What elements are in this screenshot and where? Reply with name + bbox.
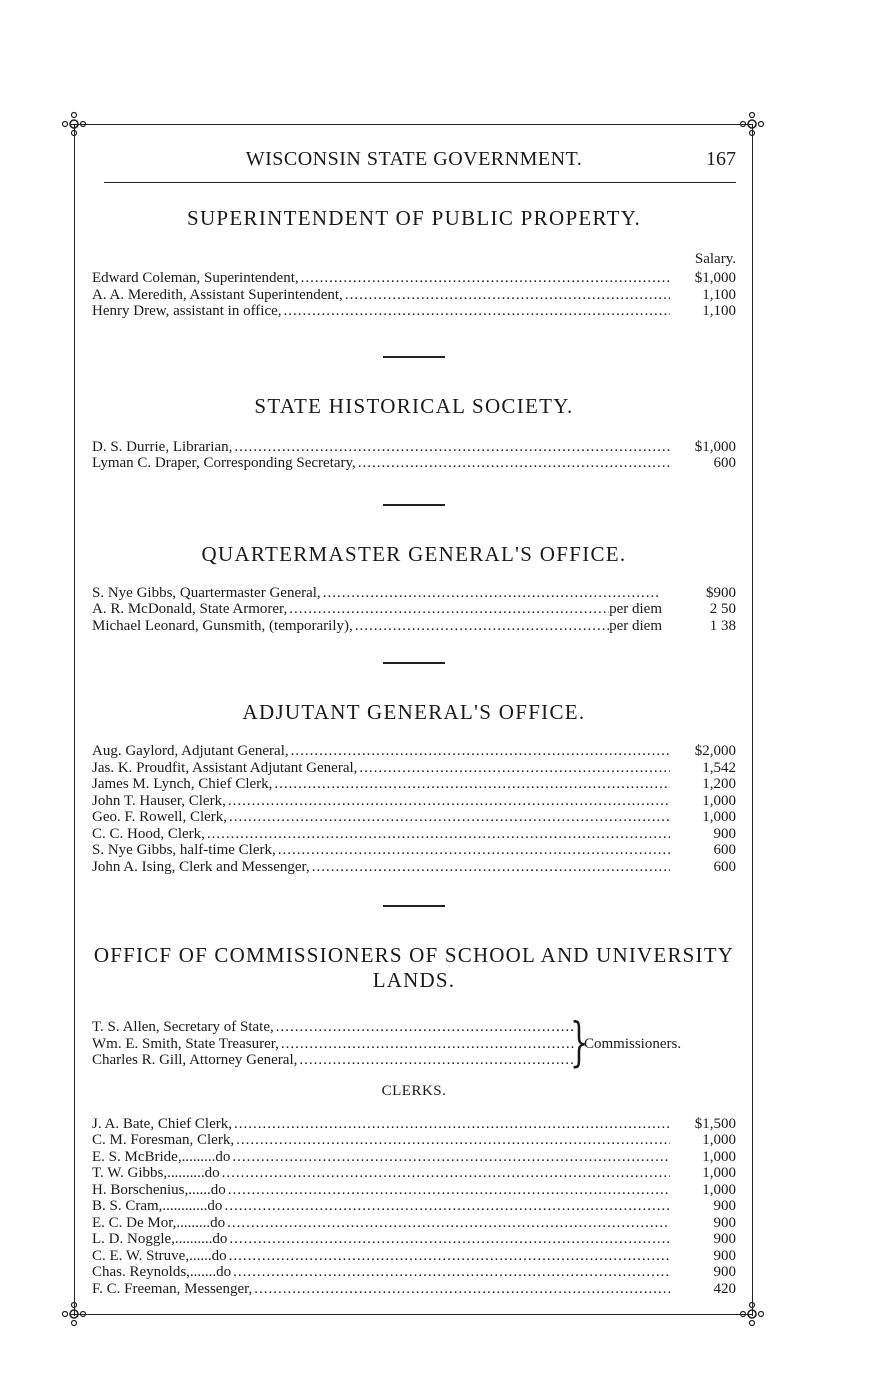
entry-amount: 600	[713, 858, 736, 875]
dot-leader	[359, 760, 670, 777]
entry-amount: 1,542	[702, 759, 736, 776]
entry-name: A. A. Meredith, Assistant Superintendent,	[92, 286, 343, 303]
list-item	[92, 1132, 736, 1149]
dot-leader	[323, 585, 660, 602]
commissioners-group	[92, 1013, 736, 1073]
entry-amount: 600	[713, 455, 736, 471]
quartermaster-list	[92, 585, 736, 635]
section-title: QUARTERMASTER GENERAL'S OFFICE.	[201, 541, 627, 566]
dot-leader	[299, 1052, 574, 1069]
list-item	[92, 1149, 736, 1166]
entry-name: C. E. W. Struve,......do	[92, 1247, 227, 1264]
list-item	[92, 1248, 736, 1265]
curly-brace-icon: }	[570, 1013, 589, 1073]
entry-name: Chas. Reynolds,.......do	[92, 1264, 232, 1280]
dot-leader	[254, 1281, 670, 1298]
entry-unit: per diem	[609, 617, 662, 634]
header-rule	[104, 182, 736, 183]
clerks-heading: CLERKS.	[381, 1082, 447, 1099]
list-item	[92, 743, 736, 760]
frame-top-rule	[70, 124, 752, 125]
list-item	[92, 455, 736, 472]
list-item	[92, 760, 736, 777]
entry-amount: 900	[713, 1264, 736, 1280]
entry-amount: 1,100	[702, 286, 736, 303]
public-property-list	[92, 270, 736, 320]
entry-amount: $2,000	[694, 743, 736, 759]
list-item	[92, 1165, 736, 1182]
dot-leader	[229, 1231, 670, 1248]
corner-ornament-icon	[739, 1301, 765, 1327]
entry-amount: 900	[713, 1198, 736, 1214]
dot-leader	[222, 1165, 670, 1182]
list-item	[92, 270, 736, 287]
entry-name: H. Borschenius,......do	[92, 1181, 226, 1198]
entry-name: E. S. McBride,.........do	[92, 1148, 231, 1165]
list-item	[92, 1182, 736, 1199]
list-item	[92, 776, 736, 793]
dot-leader	[207, 826, 670, 843]
section-title: ADJUTANT GENERAL'S OFFICE.	[242, 700, 586, 724]
entry-name: F. C. Freeman, Messenger,	[92, 1280, 253, 1297]
dot-leader	[278, 842, 670, 859]
frame-bottom-rule	[70, 1314, 752, 1315]
entry-name: Jas. K. Proudfit, Assistant Adjutant General,	[92, 759, 358, 776]
entry-amount: 600	[713, 842, 736, 858]
list-item	[92, 1264, 736, 1281]
dot-leader	[312, 859, 670, 876]
entry-name: Wm. E. Smith, State Treasurer,	[92, 1035, 279, 1052]
entry-amount: 1,200	[702, 776, 736, 792]
list-item	[92, 793, 736, 810]
list-item	[92, 439, 736, 456]
section-title: STATE HISTORICAL SOCIETY.	[254, 393, 574, 418]
entry-name: Henry Drew, assistant in office,	[92, 303, 282, 319]
dot-leader	[291, 743, 670, 760]
entry-unit: per diem	[609, 601, 662, 617]
page-body	[92, 140, 736, 1297]
entry-name: John A. Ising, Clerk and Messenger,	[92, 858, 310, 875]
dot-leader	[228, 1182, 670, 1199]
entry-name: C. C. Hood, Clerk,	[92, 825, 205, 842]
entry-name: E. C. De Mor,.........do	[92, 1214, 226, 1231]
list-item	[92, 601, 736, 618]
entry-amount: 1,000	[702, 809, 736, 825]
running-header	[92, 140, 736, 176]
entry-amount: $900	[706, 584, 736, 601]
dot-leader	[358, 455, 670, 472]
entry-amount: 420	[713, 1280, 736, 1297]
entry-amount: 900	[713, 1231, 736, 1247]
dot-leader	[289, 601, 609, 618]
adjutant-list	[92, 743, 736, 875]
list-item	[92, 618, 736, 635]
entry-amount: 2 50	[709, 601, 736, 617]
entry-name: S. Nye Gibbs, Quartermaster General,	[92, 584, 321, 601]
entry-amount: 900	[713, 825, 736, 842]
list-item	[92, 1198, 736, 1215]
frame-right-rule	[752, 124, 753, 1316]
list-item	[92, 585, 736, 602]
entry-name: S. Nye Gibbs, half-time Clerk,	[92, 842, 276, 858]
entry-name: Edward Coleman, Superintendent,	[92, 270, 299, 286]
dot-leader	[224, 1198, 670, 1215]
dot-leader	[274, 776, 670, 793]
commissioners-label: Commissioners.	[584, 1036, 682, 1052]
historical-society-list	[92, 439, 736, 472]
list-item	[92, 1116, 736, 1133]
list-item	[92, 859, 736, 876]
dot-leader	[355, 618, 609, 635]
entry-amount: 1,000	[702, 1132, 736, 1148]
entry-amount: $1,500	[694, 1115, 736, 1132]
entry-name: Geo. F. Rowell, Clerk,	[92, 809, 228, 825]
dot-leader	[234, 439, 670, 456]
entry-amount: 1,000	[702, 792, 736, 809]
list-item	[92, 1231, 736, 1248]
dot-leader	[236, 1132, 670, 1149]
entry-amount: 1,000	[702, 1181, 736, 1198]
entry-name: Charles R. Gill, Attorney General,	[92, 1052, 298, 1068]
entry-name: T. W. Gibbs,..........do	[92, 1165, 220, 1181]
clerks-list	[92, 1116, 736, 1298]
section-title: SUPERINTENDENT OF PUBLIC PROPERTY.	[186, 206, 642, 230]
entry-name: A. R. McDonald, State Armorer,	[92, 601, 288, 617]
frame-left-rule	[74, 124, 75, 1316]
list-item	[92, 1019, 574, 1036]
entry-amount: $1,000	[694, 270, 736, 286]
dot-leader	[345, 287, 670, 304]
salary-column-heading: Salary.	[694, 251, 736, 267]
entry-amount: 1,000	[702, 1148, 736, 1165]
commissioners-list	[92, 1019, 574, 1069]
entry-name: Aug. Gaylord, Adjutant General,	[92, 743, 289, 759]
entry-name: T. S. Allen, Secretary of State,	[92, 1019, 274, 1035]
entry-name: C. M. Foresman, Clerk,	[92, 1132, 235, 1148]
entry-name: James M. Lynch, Chief Clerk,	[92, 776, 273, 792]
corner-ornament-icon	[739, 111, 765, 137]
running-title: WISCONSIN STATE GOVERNMENT.	[245, 148, 583, 170]
entry-name: J. A. Bate, Chief Clerk,	[92, 1115, 232, 1132]
entry-name: L. D. Noggle,..........do	[92, 1231, 228, 1247]
list-item	[92, 809, 736, 826]
entry-amount: 900	[713, 1247, 736, 1264]
list-item	[92, 1036, 574, 1053]
dot-leader	[284, 303, 670, 320]
page-number: 167	[706, 148, 736, 170]
list-item	[92, 1052, 574, 1069]
entry-amount: $1,000	[694, 438, 736, 455]
entry-name: John T. Hauser, Clerk,	[92, 792, 226, 809]
dot-leader	[229, 809, 670, 826]
dot-leader	[281, 1036, 574, 1053]
list-item	[92, 303, 736, 320]
list-item	[92, 826, 736, 843]
dot-leader	[227, 1215, 670, 1232]
entry-name: Lyman C. Draper, Corresponding Secretary,	[92, 455, 356, 471]
section-title: OFFICF OF COMMISSIONERS OF SCHOOL AND UNIVERSITY LANDS.	[93, 943, 735, 992]
dot-leader	[276, 1019, 574, 1036]
dot-leader	[229, 1248, 670, 1265]
dot-leader	[234, 1116, 670, 1133]
list-item	[92, 1215, 736, 1232]
list-item	[92, 842, 736, 859]
dot-leader	[301, 270, 670, 287]
dot-leader	[232, 1149, 670, 1166]
list-item	[92, 1281, 736, 1298]
corner-ornament-icon	[61, 1301, 87, 1327]
corner-ornament-icon	[61, 111, 87, 137]
entry-amount: 1,000	[702, 1165, 736, 1181]
dot-leader	[233, 1264, 670, 1281]
entry-name: Michael Leonard, Gunsmith, (temporarily),	[92, 617, 353, 634]
entry-amount: 1 38	[709, 617, 736, 634]
entry-amount: 900	[713, 1214, 736, 1231]
entry-amount: 1,100	[702, 303, 736, 319]
dot-leader	[228, 793, 670, 810]
entry-name: B. S. Cram,............do	[92, 1198, 223, 1214]
entry-name: D. S. Durrie, Librarian,	[92, 438, 233, 455]
list-item	[92, 287, 736, 304]
